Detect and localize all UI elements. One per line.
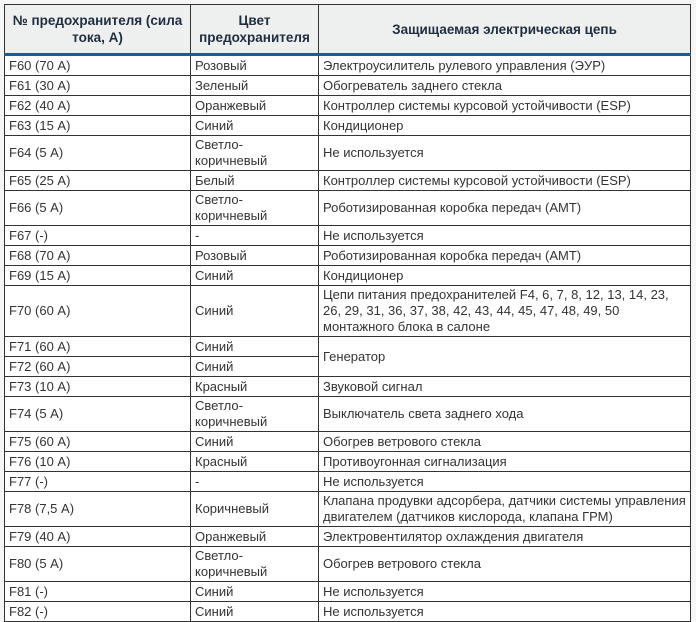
circuit-cell: Контроллер системы курсовой устойчивости (ESP) — [319, 96, 691, 116]
fuse-number-cell: F80 (5 А) — [5, 547, 191, 582]
table-row — [5, 76, 691, 96]
table-row — [5, 266, 691, 286]
circuit-cell: Обогреватель заднего стекла — [319, 76, 691, 96]
fuse-color-cell: Синий — [191, 286, 319, 337]
fuse-color-cell: Светло-коричневый — [191, 191, 319, 226]
fuse-number-cell: F75 (60 А) — [5, 432, 191, 452]
table-row — [5, 492, 691, 527]
fuse-number-cell: F64 (5 А) — [5, 136, 191, 171]
fuse-color-cell: Оранжевый — [191, 96, 319, 116]
fuse-number-cell: F74 (5 А) — [5, 397, 191, 432]
table-row — [5, 226, 691, 246]
table-row — [5, 582, 691, 602]
table-row — [5, 246, 691, 266]
fuse-table-header — [5, 5, 691, 55]
fuse-number-cell: F81 (-) — [5, 582, 191, 602]
table-row — [5, 377, 691, 397]
column-header-protected-circuit: Защищаемая электрическая цепь — [319, 5, 691, 55]
circuit-cell: Обогрев ветрового стекла — [319, 432, 691, 452]
fuse-table — [4, 4, 691, 622]
fuse-number-cell: F61 (30 А) — [5, 76, 191, 96]
table-row — [5, 527, 691, 547]
circuit-cell: Кондиционер — [319, 116, 691, 136]
column-header-fuse-number: № предохранителя (сила тока, А) — [5, 5, 191, 55]
circuit-cell: Противоугонная сигнализация — [319, 452, 691, 472]
fuse-table-body — [5, 55, 691, 622]
fuse-number-cell: F71 (60 А) — [5, 337, 191, 357]
fuse-color-cell: Синий — [191, 357, 319, 377]
fuse-number-cell: F73 (10 А) — [5, 377, 191, 397]
circuit-cell: Звуковой сигнал — [319, 377, 691, 397]
table-row — [5, 397, 691, 432]
fuse-color-cell: Оранжевый — [191, 527, 319, 547]
table-row — [5, 96, 691, 116]
table-row — [5, 547, 691, 582]
fuse-color-cell: Синий — [191, 432, 319, 452]
fuse-number-cell: F62 (40 А) — [5, 96, 191, 116]
fuse-number-cell: F68 (70 А) — [5, 246, 191, 266]
fuse-color-cell: Белый — [191, 171, 319, 191]
fuse-number-cell: F72 (60 А) — [5, 357, 191, 377]
circuit-cell: Выключатель света заднего хода — [319, 397, 691, 432]
circuit-cell: Не используется — [319, 582, 691, 602]
fuse-color-cell: Розовый — [191, 246, 319, 266]
circuit-cell: Кондиционер — [319, 266, 691, 286]
circuit-cell: Электровентилятор охлаждения двигателя — [319, 527, 691, 547]
fuse-color-cell: - — [191, 226, 319, 246]
header-row — [5, 5, 691, 55]
circuit-cell: Не используется — [319, 226, 691, 246]
fuse-color-cell: Светло-коричневый — [191, 547, 319, 582]
circuit-cell: Обогрев ветрового стекла — [319, 547, 691, 582]
table-row — [5, 55, 691, 76]
circuit-cell-merged: Генератор — [319, 337, 691, 377]
table-row — [5, 286, 691, 337]
fuse-color-cell: Синий — [191, 582, 319, 602]
fuse-number-cell: F65 (25 А) — [5, 171, 191, 191]
column-header-fuse-color: Цвет предохранителя — [191, 5, 319, 55]
fuse-color-cell: Коричневый — [191, 492, 319, 527]
fuse-number-cell: F77 (-) — [5, 472, 191, 492]
fuse-number-cell: F63 (15 А) — [5, 116, 191, 136]
fuse-number-cell: F70 (60 А) — [5, 286, 191, 337]
fuse-number-cell: F76 (10 А) — [5, 452, 191, 472]
fuse-color-cell: Светло-коричневый — [191, 397, 319, 432]
fuse-color-cell: Красный — [191, 452, 319, 472]
fuse-color-cell: Синий — [191, 337, 319, 357]
table-row — [5, 116, 691, 136]
circuit-cell: Контроллер системы курсовой устойчивости (ESP) — [319, 171, 691, 191]
table-row — [5, 337, 691, 357]
circuit-cell: Клапана продувки адсорбера, датчики системы управления двигателем (датчиков кислорода, клапана ГРМ) — [319, 492, 691, 527]
table-row — [5, 191, 691, 226]
fuse-color-cell: Синий — [191, 116, 319, 136]
fuse-color-cell: Зеленый — [191, 76, 319, 96]
circuit-cell: Роботизированная коробка передач (АМТ) — [319, 246, 691, 266]
circuit-cell: Не используется — [319, 602, 691, 622]
fuse-color-cell: - — [191, 472, 319, 492]
table-row — [5, 432, 691, 452]
fuse-number-cell: F78 (7,5 А) — [5, 492, 191, 527]
fuse-number-cell: F79 (40 А) — [5, 527, 191, 547]
circuit-cell: Не используется — [319, 472, 691, 492]
fuse-color-cell: Светло-коричневый — [191, 136, 319, 171]
fuse-number-cell: F66 (5 А) — [5, 191, 191, 226]
fuse-color-cell: Розовый — [191, 55, 319, 76]
circuit-cell: Роботизированная коробка передач (АМТ) — [319, 191, 691, 226]
fuse-number-cell: F69 (15 А) — [5, 266, 191, 286]
circuit-cell: Не используется — [319, 136, 691, 171]
table-row — [5, 136, 691, 171]
circuit-cell: Цепи питания предохранителей F4, 6, 7, 8, 12, 13, 14, 23, 26, 29, 31, 36, 37, 38, 42, 43, 44, 45, 47, 48, 49, 50 монтажного блока в салоне — [319, 286, 691, 337]
table-row — [5, 171, 691, 191]
fuse-number-cell: F60 (70 А) — [5, 55, 191, 76]
table-row — [5, 602, 691, 622]
fuse-number-cell: F67 (-) — [5, 226, 191, 246]
fuse-color-cell: Красный — [191, 377, 319, 397]
fuse-color-cell: Синий — [191, 266, 319, 286]
fuse-number-cell: F82 (-) — [5, 602, 191, 622]
circuit-cell: Электроусилитель рулевого управления (ЭУР) — [319, 55, 691, 76]
fuse-color-cell: Синий — [191, 602, 319, 622]
table-row — [5, 472, 691, 492]
table-row — [5, 452, 691, 472]
